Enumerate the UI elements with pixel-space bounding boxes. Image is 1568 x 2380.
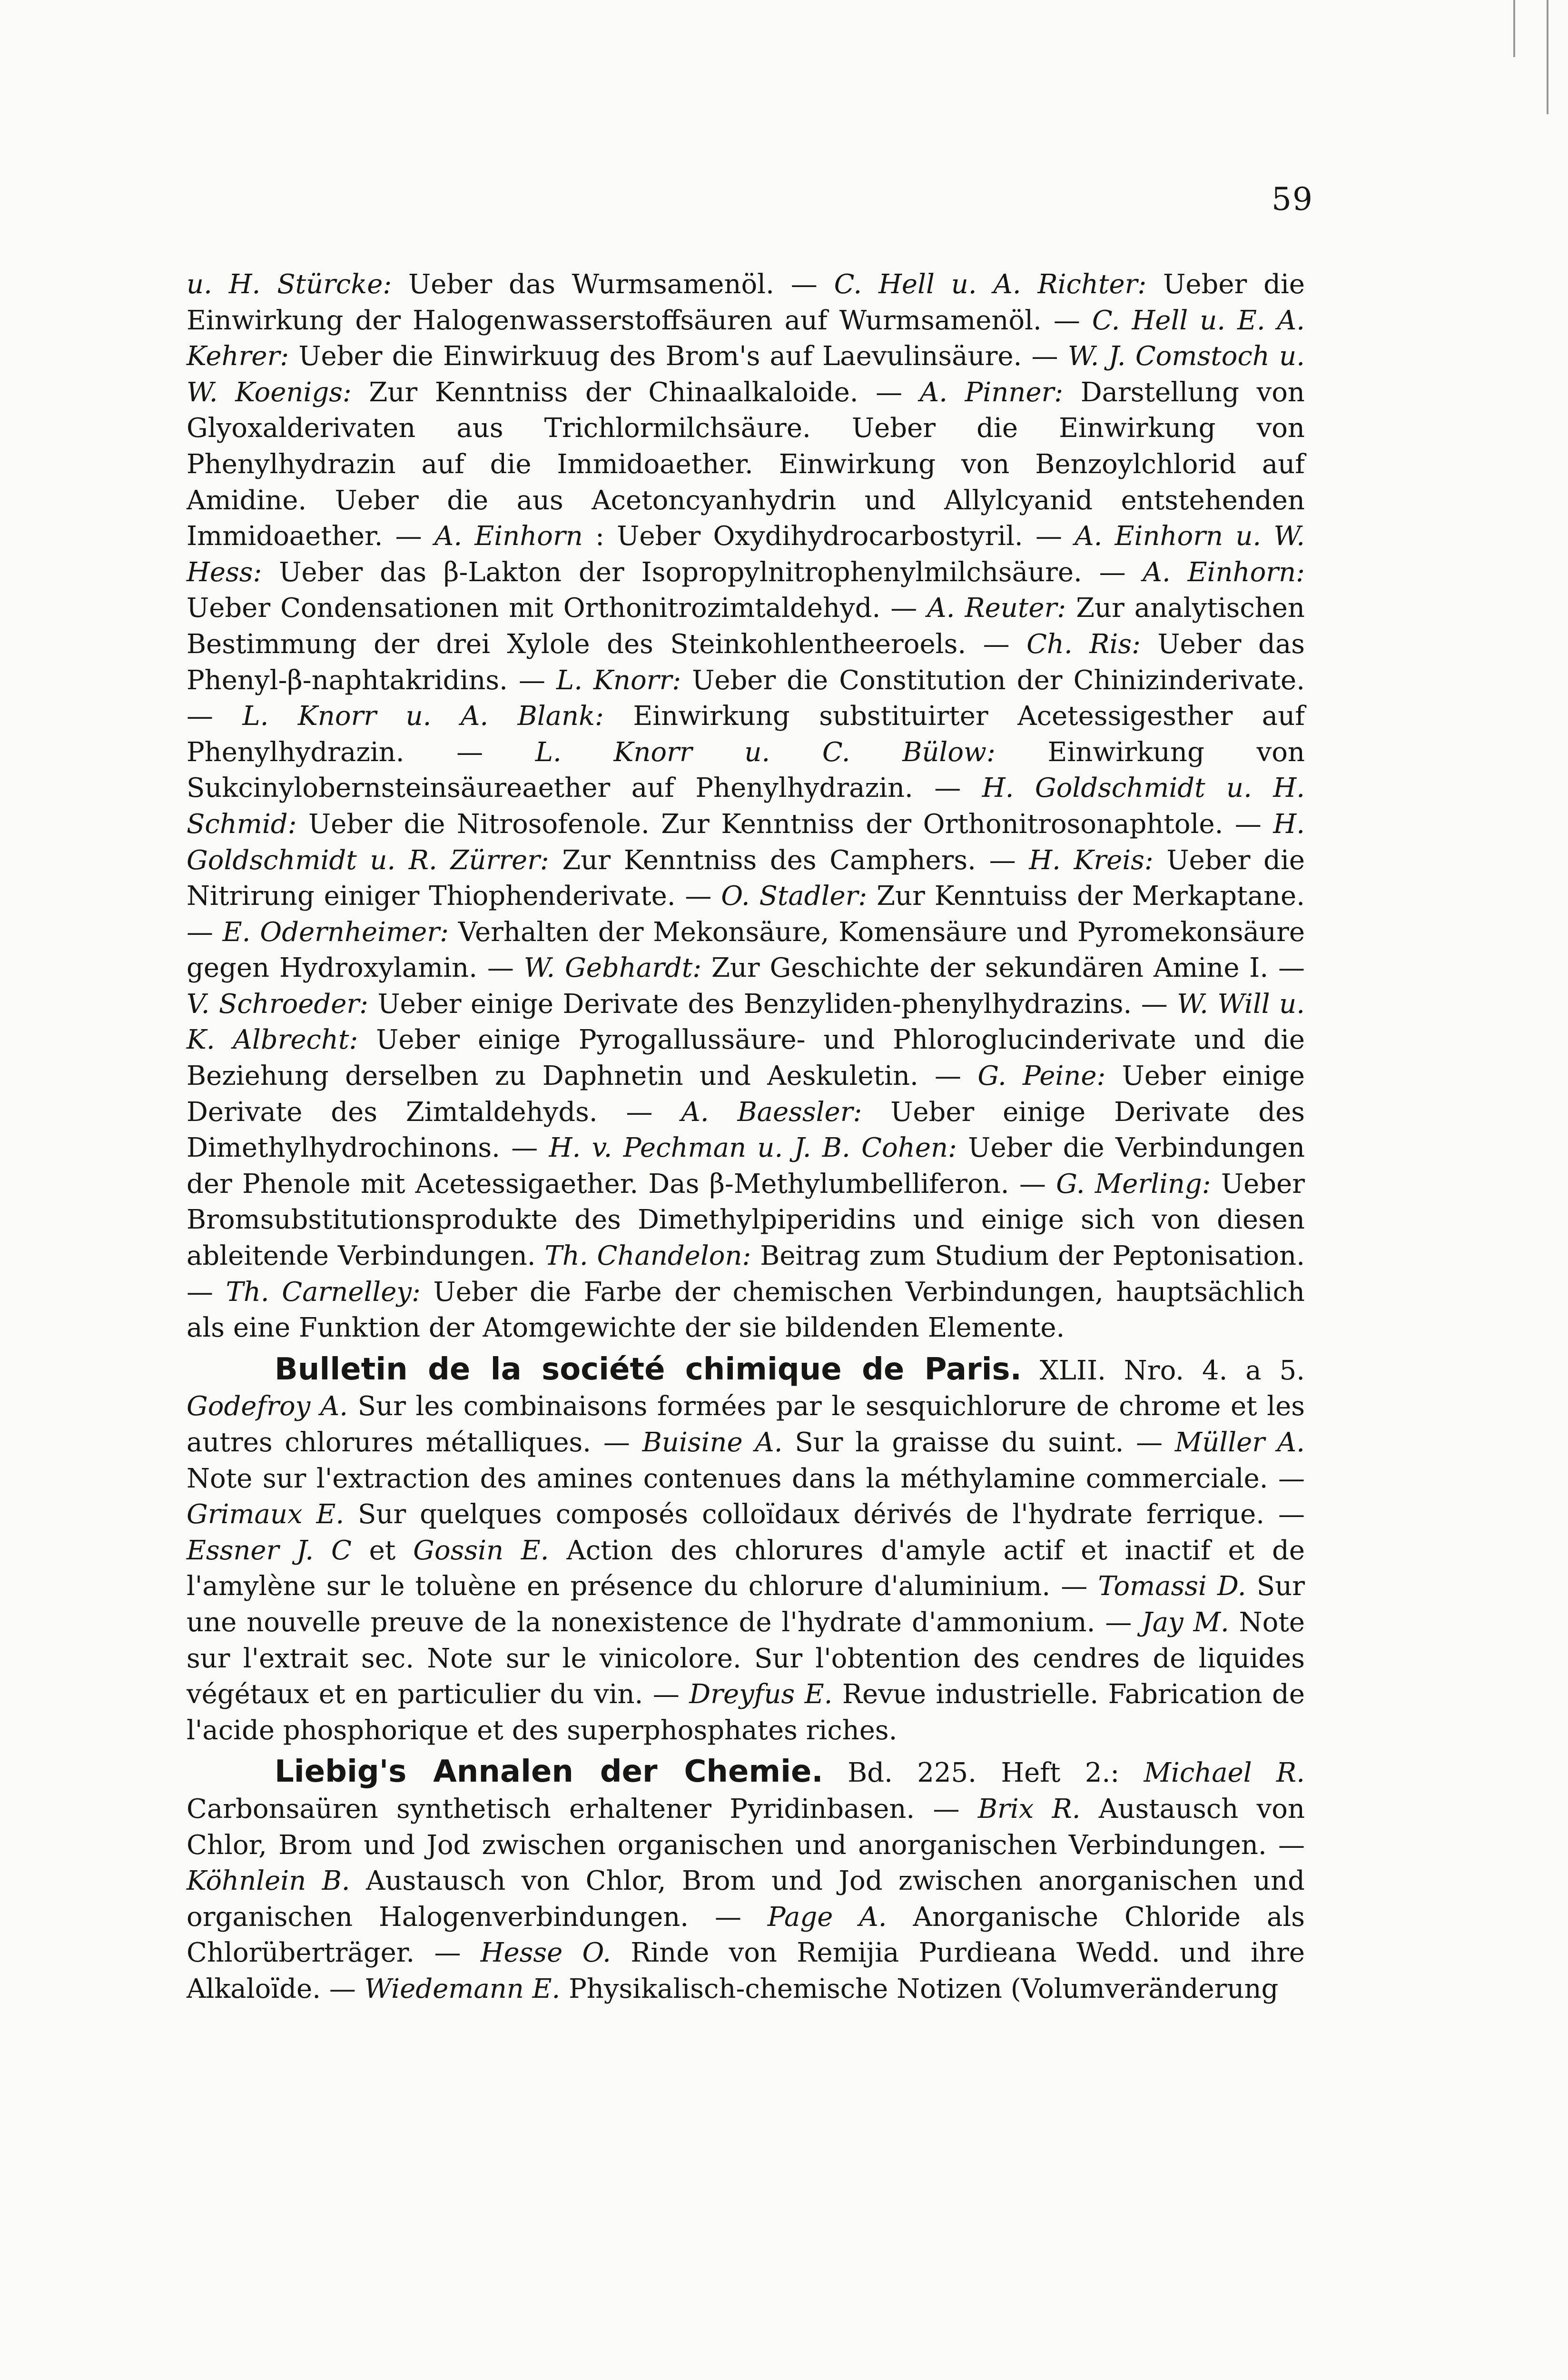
article-title: Ueber die Nitrirung einiger Thiophenderivate. — <box>187 844 1305 912</box>
article-title: Action des chlorures d'amyle actif et inactif et de l'amylène sur le toluène en présence du chlorure d'aluminium. — <box>187 1535 1305 1602</box>
author-citation: A. Baessler: <box>681 1096 891 1128</box>
author-citation: Essner J. C <box>187 1535 369 1566</box>
author-citation: H. Goldschmidt u. R. Zürrer: <box>187 808 1305 876</box>
author-citation: H. Kreis: <box>1029 844 1167 876</box>
article-title: Austausch von Chlor, Brom und Jod zwischen anorganischen und organischen Halogenverbindungen. — <box>187 1865 1305 1933</box>
paragraph-berichte <box>187 267 1305 1346</box>
author-citation: L. Knorr u. C. Bülow: <box>535 736 1048 768</box>
author-citation: G. Peine: <box>977 1061 1122 1092</box>
author-citation: G. Merling: <box>1056 1168 1221 1200</box>
article-title: Rinde von Remijia Purdieana Wedd. und ihre Alkaloïde. — <box>187 1937 1305 2004</box>
journal-issue: Bd. 225. Heft 2.: <box>823 1757 1144 1789</box>
author-citation: Wiedemann E. <box>364 1973 569 2004</box>
article-title: Sur une nouvelle preuve de la nonexistence de l'hydrate d'ammonium. — <box>187 1571 1305 1638</box>
article-title: Ueber einige Derivate des Benzyliden-phenylhydrazins. — <box>377 988 1177 1020</box>
author-citation: Page A. <box>767 1901 913 1933</box>
scan-edge-line <box>1547 0 1548 114</box>
article-title: Beitrag zum Studium der Peptonisation. — <box>187 1240 1305 1308</box>
page-number: 59 <box>1272 181 1313 218</box>
article-title: Ueber einige Pyrogallussäure- und Phloroglucinderivate und die Beziehung derselben zu Daphnetin und Aeskuletin. — <box>187 1024 1305 1092</box>
article-title: Ueber die Farbe der chemischen Verbindungen, hauptsächlich als eine Funktion der Atomgewichte der sie bildenden Elemente. <box>187 1276 1305 1344</box>
author-citation: Hesse O. <box>480 1937 631 1969</box>
author-citation: L. Knorr u. A. Blank: <box>242 701 633 732</box>
article-title: Zur Kenntniss des Camphers. — <box>562 844 1029 876</box>
article-title: Einwirkung von Sukcinylobernsteinsäureaether auf Phenylhydrazin. — <box>187 736 1305 804</box>
scan-edge-line <box>1513 0 1515 57</box>
article-title: Zur Kenntuiss der Merkaptane. — <box>187 881 1305 948</box>
journal-issue: XLII. Nro. 4. a 5. <box>1021 1355 1305 1386</box>
author-citation: A. Einhorn: <box>1143 556 1305 588</box>
author-citation: W. Gebhardt: <box>523 952 711 984</box>
article-title: Ueber das β-Lakton der Isopropylnitrophenylmilchsäure. — <box>279 556 1143 588</box>
author-citation: W. J. Comstoch u. W. Koenigs: <box>187 341 1305 408</box>
article-title: Note sur l'extrait sec. Note sur le vinicolore. Sur l'obtention des cendres de liquides végétaux et en particulier du vin. — <box>187 1606 1305 1710</box>
author-citation: H. Goldschmidt u. H. Schmid: <box>187 773 1305 840</box>
author-citation: A. Reuter: <box>927 593 1076 624</box>
article-title: Ueber die Einwirkuug des Brom's auf Laevulinsäure. — <box>298 341 1068 372</box>
article-title: Sur quelques composés colloïdaux dérivés de l'hydrate ferrique. — <box>358 1499 1305 1530</box>
article-title: Ueber die Nitrosofenole. Zur Kenntniss der Orthonitrosonaphtole. — <box>308 808 1273 840</box>
paragraph-liebigs-annalen <box>187 1754 1305 2007</box>
article-title: Einwirkung substituirter Acetessigesther auf Phenylhydrazin. — <box>187 701 1305 768</box>
author-citation: Dreyfus E. <box>689 1679 842 1710</box>
article-title: Sur les combinaisons formées par le sesquichlorure de chrome et les autres chlorures métalliques. — <box>187 1391 1305 1458</box>
article-title: Zur analytischen Bestimmung der drei Xylole des Steinkohlentheeroels. — <box>187 593 1305 660</box>
article-title: Anorganische Chloride als Chlorüberträger. — <box>187 1901 1305 1969</box>
article-title: Sur la graisse du suint. — <box>795 1427 1175 1458</box>
article-title: Ueber einige Derivate des Dimethylhydrochinons. — <box>187 1096 1305 1164</box>
author-citation: C. Hell u. E. A. Kehrer: <box>187 305 1305 372</box>
article-title: Carbonsaüren synthetisch erhaltener Pyridinbasen. — <box>187 1793 978 1825</box>
article-title: Ueber Condensationen mit Orthonitrozimtaldehyd. — <box>187 593 927 624</box>
author-citation: O. Stadler: <box>721 881 877 912</box>
article-title: Ueber das Wurmsamenöl. — <box>408 269 834 300</box>
author-citation: Th. Chandelon: <box>544 1240 760 1272</box>
article-title: Ueber die Einwirkung der Halogenwasserstoffsäuren auf Wurmsamenöl. — <box>187 269 1305 336</box>
journal-heading: Bulletin de la société chimique de Paris. <box>275 1351 1022 1387</box>
author-citation: Th. Carnelley: <box>226 1276 434 1308</box>
author-citation: Tomassi D. <box>1098 1571 1257 1602</box>
article-title: Austausch von Chlor, Brom und Jod zwischen organischen und anorganischen Verbindungen. — <box>187 1793 1305 1861</box>
article-title: Verhalten der Mekonsäure, Komensäure und Pyromekonsäure gegen Hydroxylamin. — <box>187 916 1305 984</box>
article-title: Ueber die Constitution der Chinizinderivate. — <box>187 664 1305 732</box>
author-citation: A. Einhorn <box>434 521 583 552</box>
author-citation: Ch. Ris: <box>1026 628 1158 660</box>
paragraph-bulletin <box>187 1352 1305 1749</box>
article-title: : Ueber Oxydihydrocarbostyril. — <box>582 521 1075 552</box>
author-citation: Grimaux E. <box>187 1499 358 1530</box>
article-title: Zur Kenntniss der Chinaalkaloide. — <box>369 377 920 408</box>
conjunction: et <box>369 1535 414 1566</box>
journal-heading: Liebig's Annalen der Chemie. <box>275 1754 823 1790</box>
author-citation: u. H. Stürcke: <box>187 269 409 300</box>
author-citation: A. Einhorn u. W. Hess: <box>187 521 1305 588</box>
author-citation: L. Knorr: <box>556 664 692 696</box>
author-citation: V. Schroeder: <box>187 988 378 1020</box>
article-title: Ueber einige Derivate des Zimtaldehyds. — <box>187 1061 1305 1128</box>
article-title: Ueber die Verbindungen der Phenole mit Acetessigaether. Das β-Methylumbelliferon. — <box>187 1132 1305 1200</box>
author-citation: Köhnlein B. <box>187 1865 366 1897</box>
author-citation: W. Will u. K. Albrecht: <box>187 988 1305 1056</box>
article-title: Darstellung von Glyoxalderivaten aus Trichlormilchsäure. Ueber die Einwirkung von Phenylhydrazin auf die Immidoaether. Einwirkung von Benzoylchlorid auf Amidine. Ueber die aus Acetoncyanhydrin und Allylcyanid entstehenden Immidoaether. — <box>187 377 1305 552</box>
article-title: Ueber Bromsubstitutionsprodukte des Dimethylpiperidins und einige sich von diesen ableitende Verbindungen. <box>187 1168 1305 1272</box>
article-title: Physikalisch-chemische Notizen (Volumveränderung <box>569 1973 1279 2004</box>
author-citation: Müller A. <box>1174 1427 1305 1458</box>
author-citation: E. Odernheimer: <box>222 916 458 948</box>
page-body <box>187 267 1305 2007</box>
author-citation: Michael R. <box>1144 1757 1305 1789</box>
author-citation: C. Hell u. A. Richter: <box>834 269 1164 300</box>
article-title: Zur Geschichte der sekundären Amine I. — <box>711 952 1305 984</box>
author-citation: A. Pinner: <box>919 377 1081 408</box>
author-citation: Jay M. <box>1142 1606 1239 1638</box>
article-title: Revue industrielle. Fabrication de l'acide phosphorique et des superphosphates riches. <box>187 1679 1305 1746</box>
author-citation: Buisine A. <box>642 1427 795 1458</box>
article-title: Ueber das Phenyl-β-naphtakridins. — <box>187 628 1305 696</box>
article-title: Note sur l'extraction des amines contenues dans la méthylamine commerciale. — <box>187 1463 1305 1494</box>
author-citation: Brix R. <box>977 1793 1099 1825</box>
author-citation: H. v. Pechman u. J. B. Cohen: <box>549 1132 968 1164</box>
author-citation: Gossin E. <box>413 1535 567 1566</box>
author-citation: Godefroy A. <box>187 1391 358 1422</box>
